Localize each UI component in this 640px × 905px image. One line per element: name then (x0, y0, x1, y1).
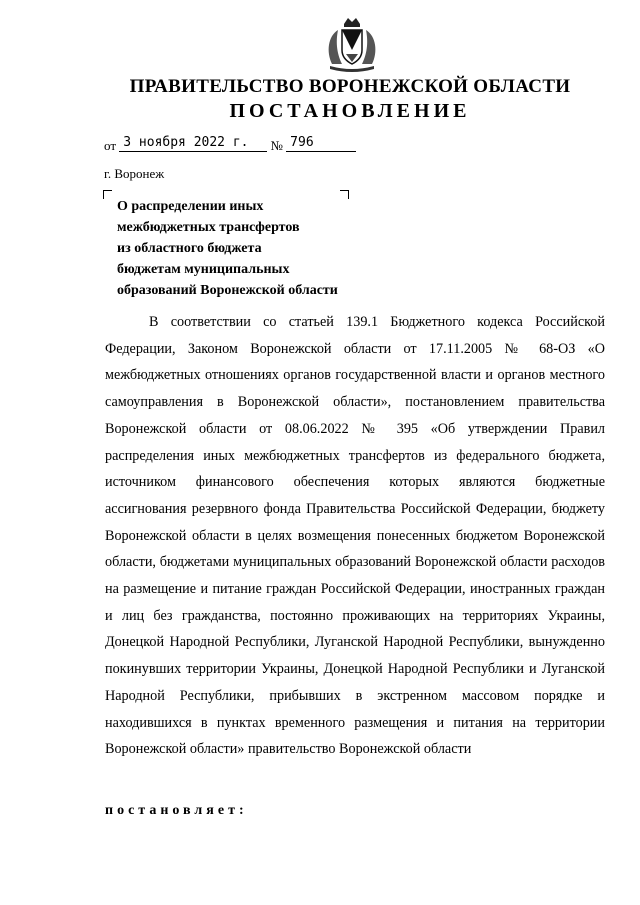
date-number-line (104, 135, 356, 156)
subject-line: из областного бюджета (117, 241, 262, 256)
city: г. Воронеж (104, 166, 165, 181)
coat-of-arms-icon (322, 14, 382, 74)
document-date: 3 ноября 2022 г. (119, 135, 267, 152)
preamble-paragraph: В соответствии со статьей 139.1 Бюджетного кодекса Российской Федерации, Законом Воронежской области от 17.11.2005 № 68-ОЗ «О межбюджетных отношениях органов государственной власти и органов местного самоуправления в Воронежской области», постановлением правительства Воронежской области от 08.06.2022 № 395 «Об утверждении Правил распределения иных межбюджетных трансфертов из федерального бюджета, источником финансового обеспечения которых являются бюджетные ассигнования резервного фонда Правительства Российской Федерации, бюджету Воронежской области в целях возмещения понесенных бюджетом Воронежской области, бюджетами муниципальных образований Воронежской области расходов на размещение и питание граждан Российской Федерации, иностранных граждан и лиц без гражданства, постоянно проживающих на территориях Украины, Донецкой Народной Республики, Луганской Народной Республики, вынужденно покинувших территории Украины, Донецкой Народной Республики и Луганской Народной Республики, прибывших в экстренном массовом порядке и находившихся в пунктах временного размещения и питания на территории Воронежской области» правительство Воронежской области (105, 314, 605, 758)
subject-bracket-left (103, 190, 112, 199)
subject-line: О распределении иных (117, 199, 264, 214)
document-subject (117, 196, 357, 301)
subject-line: образований Воронежской области (117, 283, 338, 298)
decree-word: постановляет: (105, 803, 248, 818)
government-title: ПРАВИТЕЛЬСТВО ВОРОНЕЖСКОЙ ОБЛАСТИ (129, 76, 571, 97)
subject-line: бюджетам муниципальных (117, 262, 290, 277)
date-prefix: от (104, 138, 117, 153)
document-type: ПОСТАНОВЛЕНИЕ (229, 100, 471, 122)
number-sign: № (270, 138, 283, 153)
document-number: 796 (286, 135, 356, 152)
subject-line: межбюджетных трансфертов (117, 220, 300, 235)
